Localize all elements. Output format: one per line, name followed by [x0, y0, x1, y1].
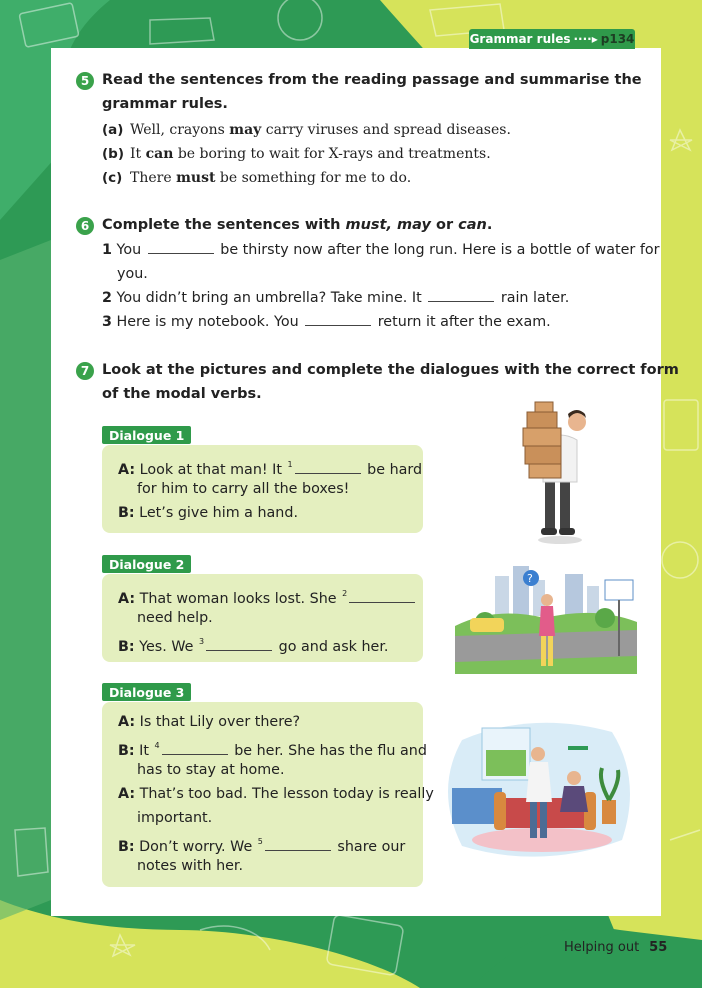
dialogue-2-label: Dialogue 2: [102, 555, 191, 573]
answer-blank[interactable]: [295, 459, 361, 474]
dialogue-3-box: [102, 702, 434, 887]
answer-blank[interactable]: [428, 287, 494, 302]
dialogue-1-label: Dialogue 1: [102, 426, 191, 444]
answer-blank[interactable]: [206, 636, 272, 651]
dialogue-1-line-b: B: Let’s give him a hand.: [118, 505, 298, 521]
dialogue-3-label: Dialogue 3: [102, 683, 191, 701]
dialogue-3-line-b1: B: It $^4$ be her. She has the flu and: [118, 741, 427, 759]
exercise-7-title-line2: of the modal verbs.: [102, 386, 262, 402]
ex6-item-1: 1 You be thirsty now after the long run. Here is a bottle of water for: [102, 238, 659, 262]
dialogue-1-line-a: A: Look at that man! It $^1$ be hard: [118, 460, 423, 478]
dialogue-3-line-a1: A: Is that Lily over there?: [118, 714, 301, 730]
lost-woman-illustration: [455, 556, 637, 674]
ex5-item-c: (c) There must be something for me to do.: [102, 170, 412, 186]
ex5-item-b: (b) It can be boring to wait for X-rays and treatments.: [102, 146, 491, 162]
answer-blank[interactable]: [148, 239, 214, 254]
exercise-5-title-line2: grammar rules.: [102, 96, 228, 112]
dialogue-2-line-a-cont: need help.: [137, 610, 213, 626]
exercise-6-number: 6: [76, 217, 94, 235]
answer-blank[interactable]: [265, 836, 331, 851]
page-number: 55: [649, 940, 668, 955]
exercise-5-title-line1: Read the sentences from the reading passage and summarise the: [102, 72, 642, 88]
dialogue-3-line-b2: B: Don’t worry. We $^5$ share our: [118, 837, 406, 855]
page-footer: [564, 940, 667, 955]
exercise-7-number: 7: [76, 362, 94, 380]
ex6-item-3: 3 Here is my notebook. You return it after the exam.: [102, 310, 551, 334]
man-carrying-boxes-illustration: [515, 400, 605, 545]
grammar-rules-tag[interactable]: [469, 29, 635, 49]
sick-girl-at-home-illustration: [442, 720, 636, 858]
dialogue-3-line-a2: A: That’s too bad. The lesson today is really: [118, 786, 434, 802]
dialogue-2-line-a: A: That woman looks lost. She $^2$: [118, 582, 417, 611]
dialogue-2-box: [102, 574, 423, 662]
answer-blank[interactable]: [162, 740, 228, 755]
exercise-7-title-line1: Look at the pictures and complete the dialogues with the correct form: [102, 362, 679, 378]
grammar-rules-page: p134: [600, 32, 635, 46]
ex6-item-2: 2 You didn’t bring an umbrella? Take mine. It rain later.: [102, 286, 569, 310]
arrow-icon: ····▸: [573, 32, 598, 46]
dialogue-3-line-b2-cont: notes with her.: [137, 858, 244, 874]
answer-blank[interactable]: [349, 588, 415, 603]
answer-blank[interactable]: [305, 311, 371, 326]
dialogue-1-box: [102, 445, 423, 533]
dialogue-1-line-a-cont: for him to carry all the boxes!: [137, 481, 350, 497]
dialogue-3-line-b1-cont: has to stay at home.: [137, 762, 285, 778]
ex5-item-a: (a) Well, crayons may carry viruses and spread diseases.: [102, 122, 511, 138]
dialogue-3-line-a2-cont: important.: [137, 810, 213, 826]
exercise-6-title: Complete the sentences with must, may or can.: [102, 217, 493, 233]
svg-text:?: ?: [527, 572, 533, 585]
grammar-rules-label: Grammar rules: [469, 32, 571, 46]
exercise-5-number: 5: [76, 72, 94, 90]
unit-title: Helping out: [564, 940, 640, 955]
ex6-item-1-cont: you.: [117, 266, 148, 282]
dialogue-2-line-b: B: Yes. We $^3$ go and ask her.: [118, 637, 389, 655]
